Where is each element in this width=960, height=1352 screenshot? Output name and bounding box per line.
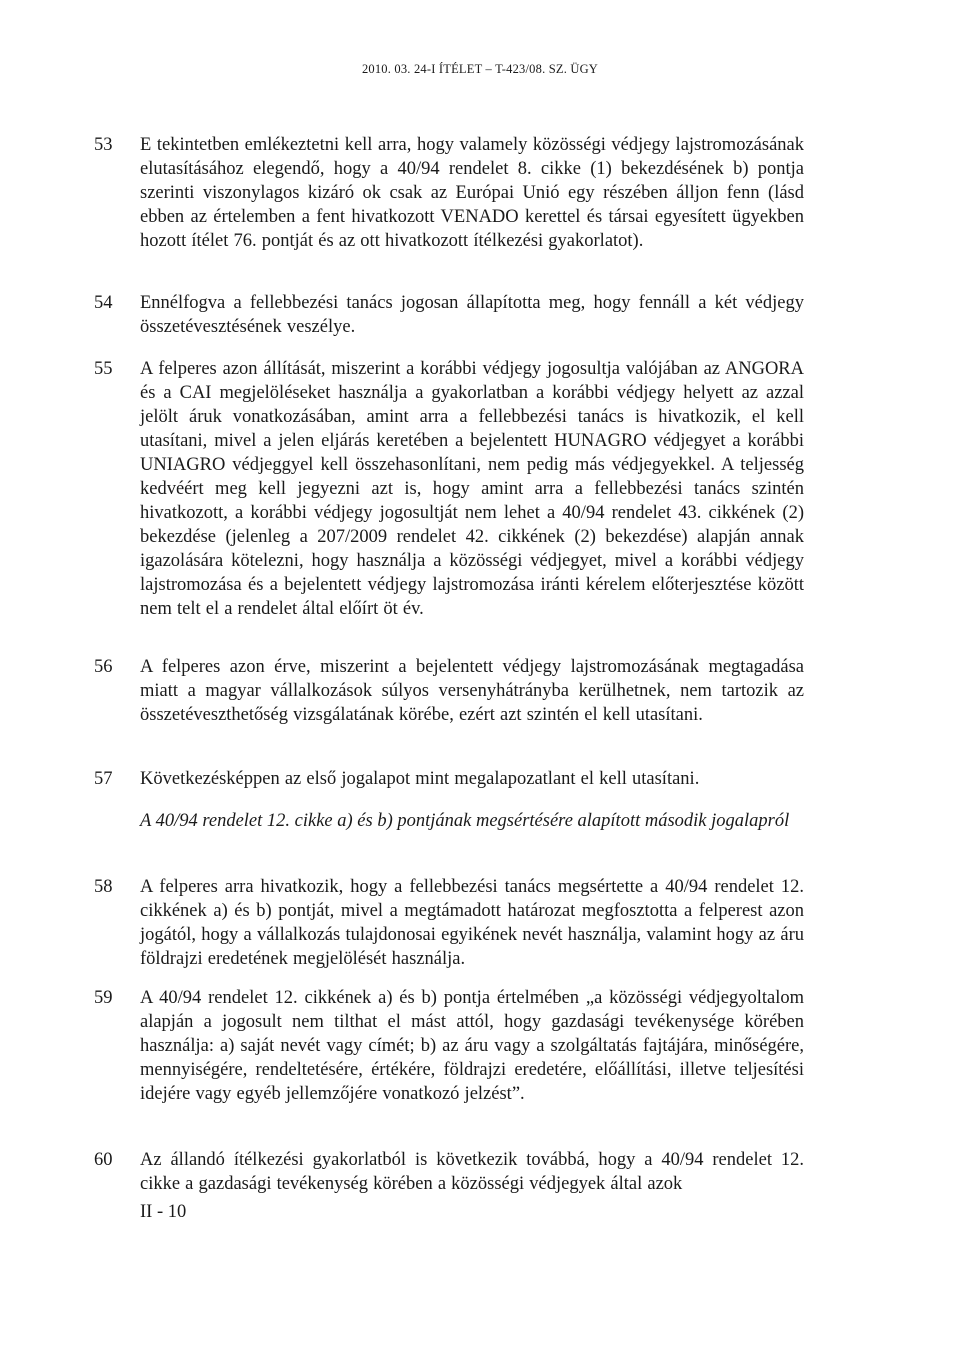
paragraph-number: 59	[94, 988, 113, 1008]
paragraph-59	[94, 986, 914, 1106]
paragraph-55	[94, 357, 914, 621]
page-number: II - 10	[140, 1202, 187, 1222]
paragraph-number: 55	[94, 359, 113, 379]
paragraph-text: E tekintetben emlékeztetni kell arra, hogy valamely közösségi védjegy lajstromozásának elutasításához elegendő, hogy a 40/94 rendelet 8. cikke (1) bekezdésének b) pontja szerinti viszonylagos kizáró ok csak az Európai Unió egy részében álljon fenn (lásd ebben az értelemben a fent hivatkozott VENADO kerettel és társai egyesített ügyekben hozott ítélet 76. pontját és az ott hivatkozott ítélkezési gyakorlatot).	[140, 135, 804, 251]
paragraph-60	[94, 1148, 914, 1196]
paragraph-text: A 40/94 rendelet 12. cikkének a) és b) pontja értelmében „a közösségi védjegyoltalom alapján a jogosult nem tilthat el mást attól, hogy gazdasági tevékenysége körében használja: a) saját nevét vagy címét; b) az áru vagy a szolgáltatás fajtájára, minőségére, mennyiségére, rendeltetésére, értékére, földrajzi eredetére, előállítási, illetve teljesítési idejére vagy egyéb jellemzőjére vonatkozó jelzést”.	[140, 988, 804, 1104]
section-subheading: A 40/94 rendelet 12. cikke a) és b) pontjának megsértésére alapított második jogalapról	[140, 811, 790, 831]
paragraph-text: A felperes azon érve, miszerint a bejelentett védjegy lajstromozásának megtagadása miatt a magyar vállalkozások súlyos versenyhátrányba kerülhetnek, nem tartozik az összetéveszthetőség vizsgálatának körébe, ezért azt szintén el kell utasítani.	[140, 657, 804, 725]
paragraph-text: A felperes arra hivatkozik, hogy a fellebbezési tanács megsértette a 40/94 rendelet 12. cikkének a) és b) pontját, mivel a megtámadott határozat megfosztotta a felperest azon jogától, hogy a vállalkozás tulajdonosai egyikének nevét használja, valamint hogy az áru földrajzi eredetének megjelölését használja.	[140, 877, 804, 969]
page-header: 2010. 03. 24-I ÍTÉLET – T-423/08. SZ. ÜGY	[361, 62, 599, 76]
paragraph-number: 58	[94, 877, 113, 897]
paragraph-number: 60	[94, 1150, 113, 1170]
paragraph-text: Ennélfogva a fellebbezési tanács jogosan állapította meg, hogy fennáll a két védjegy összetévesztésének veszélye.	[140, 293, 804, 337]
paragraph-text: Az állandó ítélkezési gyakorlatból is következik továbbá, hogy a 40/94 rendelet 12. cikke a gazdasági tevékenység körében a közösségi védjegyek által azok	[140, 1150, 804, 1194]
paragraph-53	[94, 133, 914, 253]
paragraph-number: 56	[94, 657, 113, 677]
paragraph-58	[94, 875, 914, 971]
paragraph-57	[94, 767, 914, 791]
paragraph-number: 54	[94, 293, 113, 313]
paragraph-number: 57	[94, 769, 113, 789]
paragraph-56	[94, 655, 914, 727]
paragraph-text: A felperes azon állítását, miszerint a korábbi védjegy jogosultja valójában az ANGORA és a CAI megjelöléseket használja a gyakorlatban a korábbi védjegy helyett az azzal jelölt áruk vonatkozásában, amint arra a fellebbezési tanács is hivatkozik, el kell utasítani, mivel a jelen eljárás keretében a bejelentett HUNAGRO védjegyet a korábbi UNIAGRO védjeggyel kell összehasonlítani, nem pedig más védjegyekkel. A teljesség kedvéért meg kell jegyezni azt is, hogy amint arra a fellebbezési tanács szintén hivatkozott, a korábbi védjegy jogosultját nem lehet a 40/94 rendelet 43. cikkének (2) bekezdése (jelenleg a 207/2009 rendelet 42. cikkének (2) bekezdése) alapján annak igazolására kötelezni, hogy használja a közösségi védjegyet, mivel a korábbi védjegy lajstromozása és a bejelentett védjegy lajstromozása iránti kérelem előterjesztése között nem telt el a rendelet által előírt öt év.	[140, 359, 804, 619]
paragraph-text: Következésképpen az első jogalapot mint megalapozatlant el kell utasítani.	[140, 769, 700, 789]
paragraph-54	[94, 291, 914, 339]
paragraph-number: 53	[94, 135, 113, 155]
